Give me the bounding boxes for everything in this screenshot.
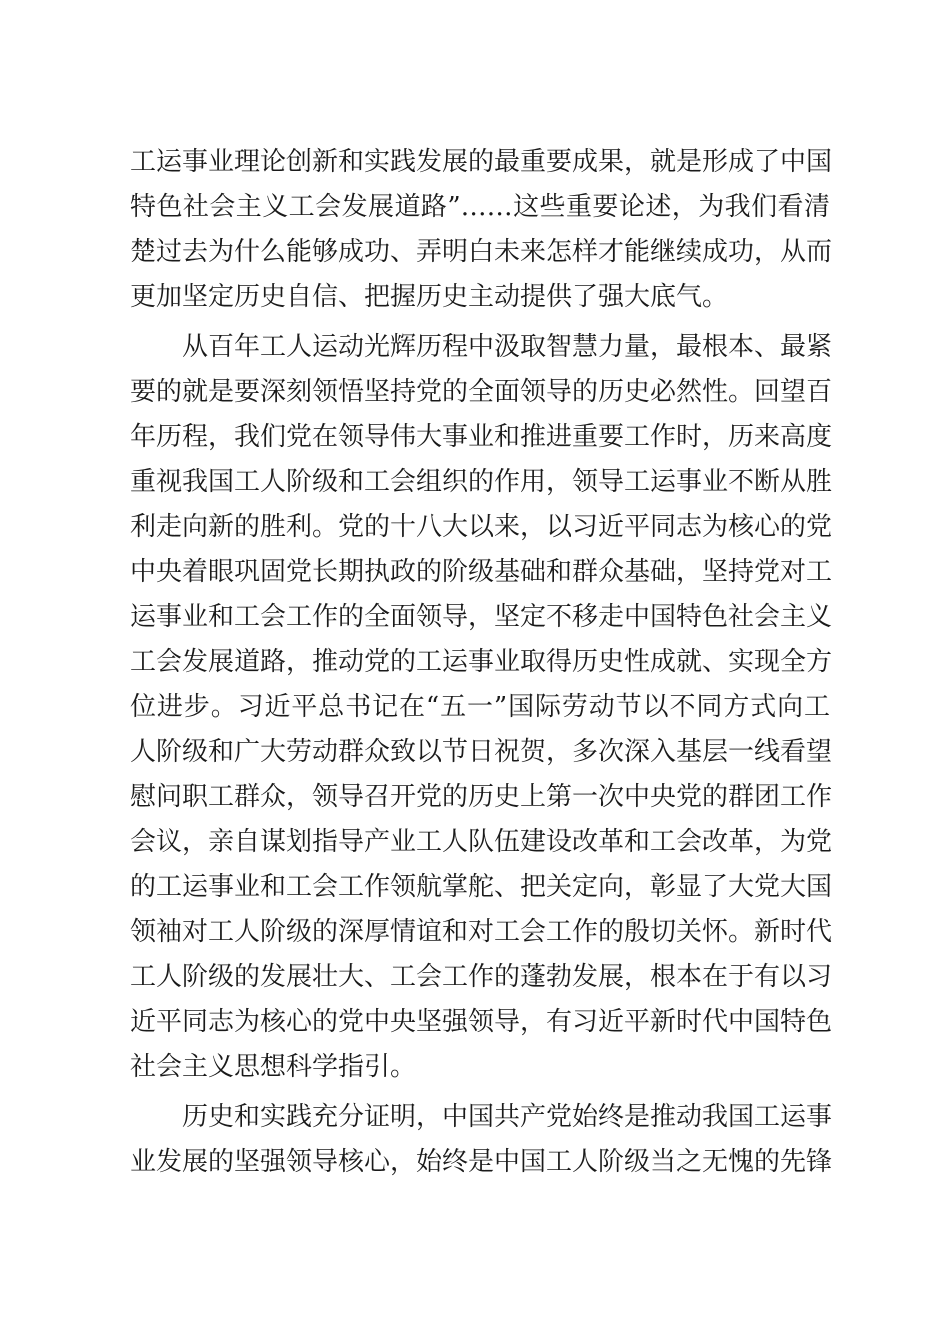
paragraph-2-line-10: 人阶级和广大劳动群众致以节日祝贺，多次深入基层一线看望 [130,737,833,767]
paragraph-2-line-1: 从百年工人运动光辉历程中汲取智慧力量，最根本、最紧 [182,332,833,362]
paragraph-3-line-1: 历史和实践充分证明，中国共产党始终是推动我国工运事 [182,1102,833,1132]
paragraph-2-line-12: 会议，亲自谋划指导产业工人队伍建设改革和工会改革，为党 [130,827,833,857]
paragraph-2-line-14: 领袖对工人阶级的深厚情谊和对工会工作的殷切关怀。新时代 [130,917,833,947]
paragraph-2-line-16: 近平同志为核心的党中央坚强领导，有习近平新时代中国特色 [130,1007,833,1037]
paragraph-2-line-2: 要的就是要深刻领悟坚持党的全面领导的历史必然性。回望百 [130,377,833,407]
paragraph-1-line-2: 特色社会主义工会发展道路”……这些重要论述，为我们看清 [130,192,830,222]
paragraph-2-line-5: 利走向新的胜利。党的十八大以来，以习近平同志为核心的党 [130,512,833,542]
paragraph-1-line-1: 工运事业理论创新和实践发展的最重要成果，就是形成了中国 [130,147,833,177]
paragraph-2-line-8: 工会发展道路，推动党的工运事业取得历史性成就、实现全方 [130,647,833,677]
paragraph-1-line-4: 更加坚定历史自信、把握历史主动提供了强大底气。 [130,282,729,312]
paragraph-2-line-4: 重视我国工人阶级和工会组织的作用，领导工运事业不断从胜 [130,467,833,497]
paragraph-2-line-9: 位进步。习近平总书记在“五一”国际劳动节以不同方式向工 [130,692,830,722]
paragraph-2-line-11: 慰问职工群众，领导召开党的历史上第一次中央党的群团工作 [130,782,833,812]
paragraph-1-line-3: 楚过去为什么能够成功、弄明白未来怎样才能继续成功，从而 [130,237,833,267]
paragraph-3-line-2: 业发展的坚强领导核心，始终是中国工人阶级当之无愧的先锋 [130,1147,833,1177]
paragraph-2-line-15: 工人阶级的发展壮大、工会工作的蓬勃发展，根本在于有以习 [130,962,833,992]
paragraph-2-line-17: 社会主义思想科学指引。 [130,1052,417,1082]
paragraph-2-line-3: 年历程，我们党在领导伟大事业和推进重要工作时，历来高度 [130,422,833,452]
body-text [130,140,833,1185]
paragraph-2-line-7: 运事业和工会工作的全面领导，坚定不移走中国特色社会主义 [130,602,833,632]
paragraph-2-line-6: 中央着眼巩固党长期执政的阶级基础和群众基础，坚持党对工 [130,557,833,587]
paragraph-2-line-13: 的工运事业和工会工作领航掌舵、把关定向，彰显了大党大国 [130,872,833,902]
